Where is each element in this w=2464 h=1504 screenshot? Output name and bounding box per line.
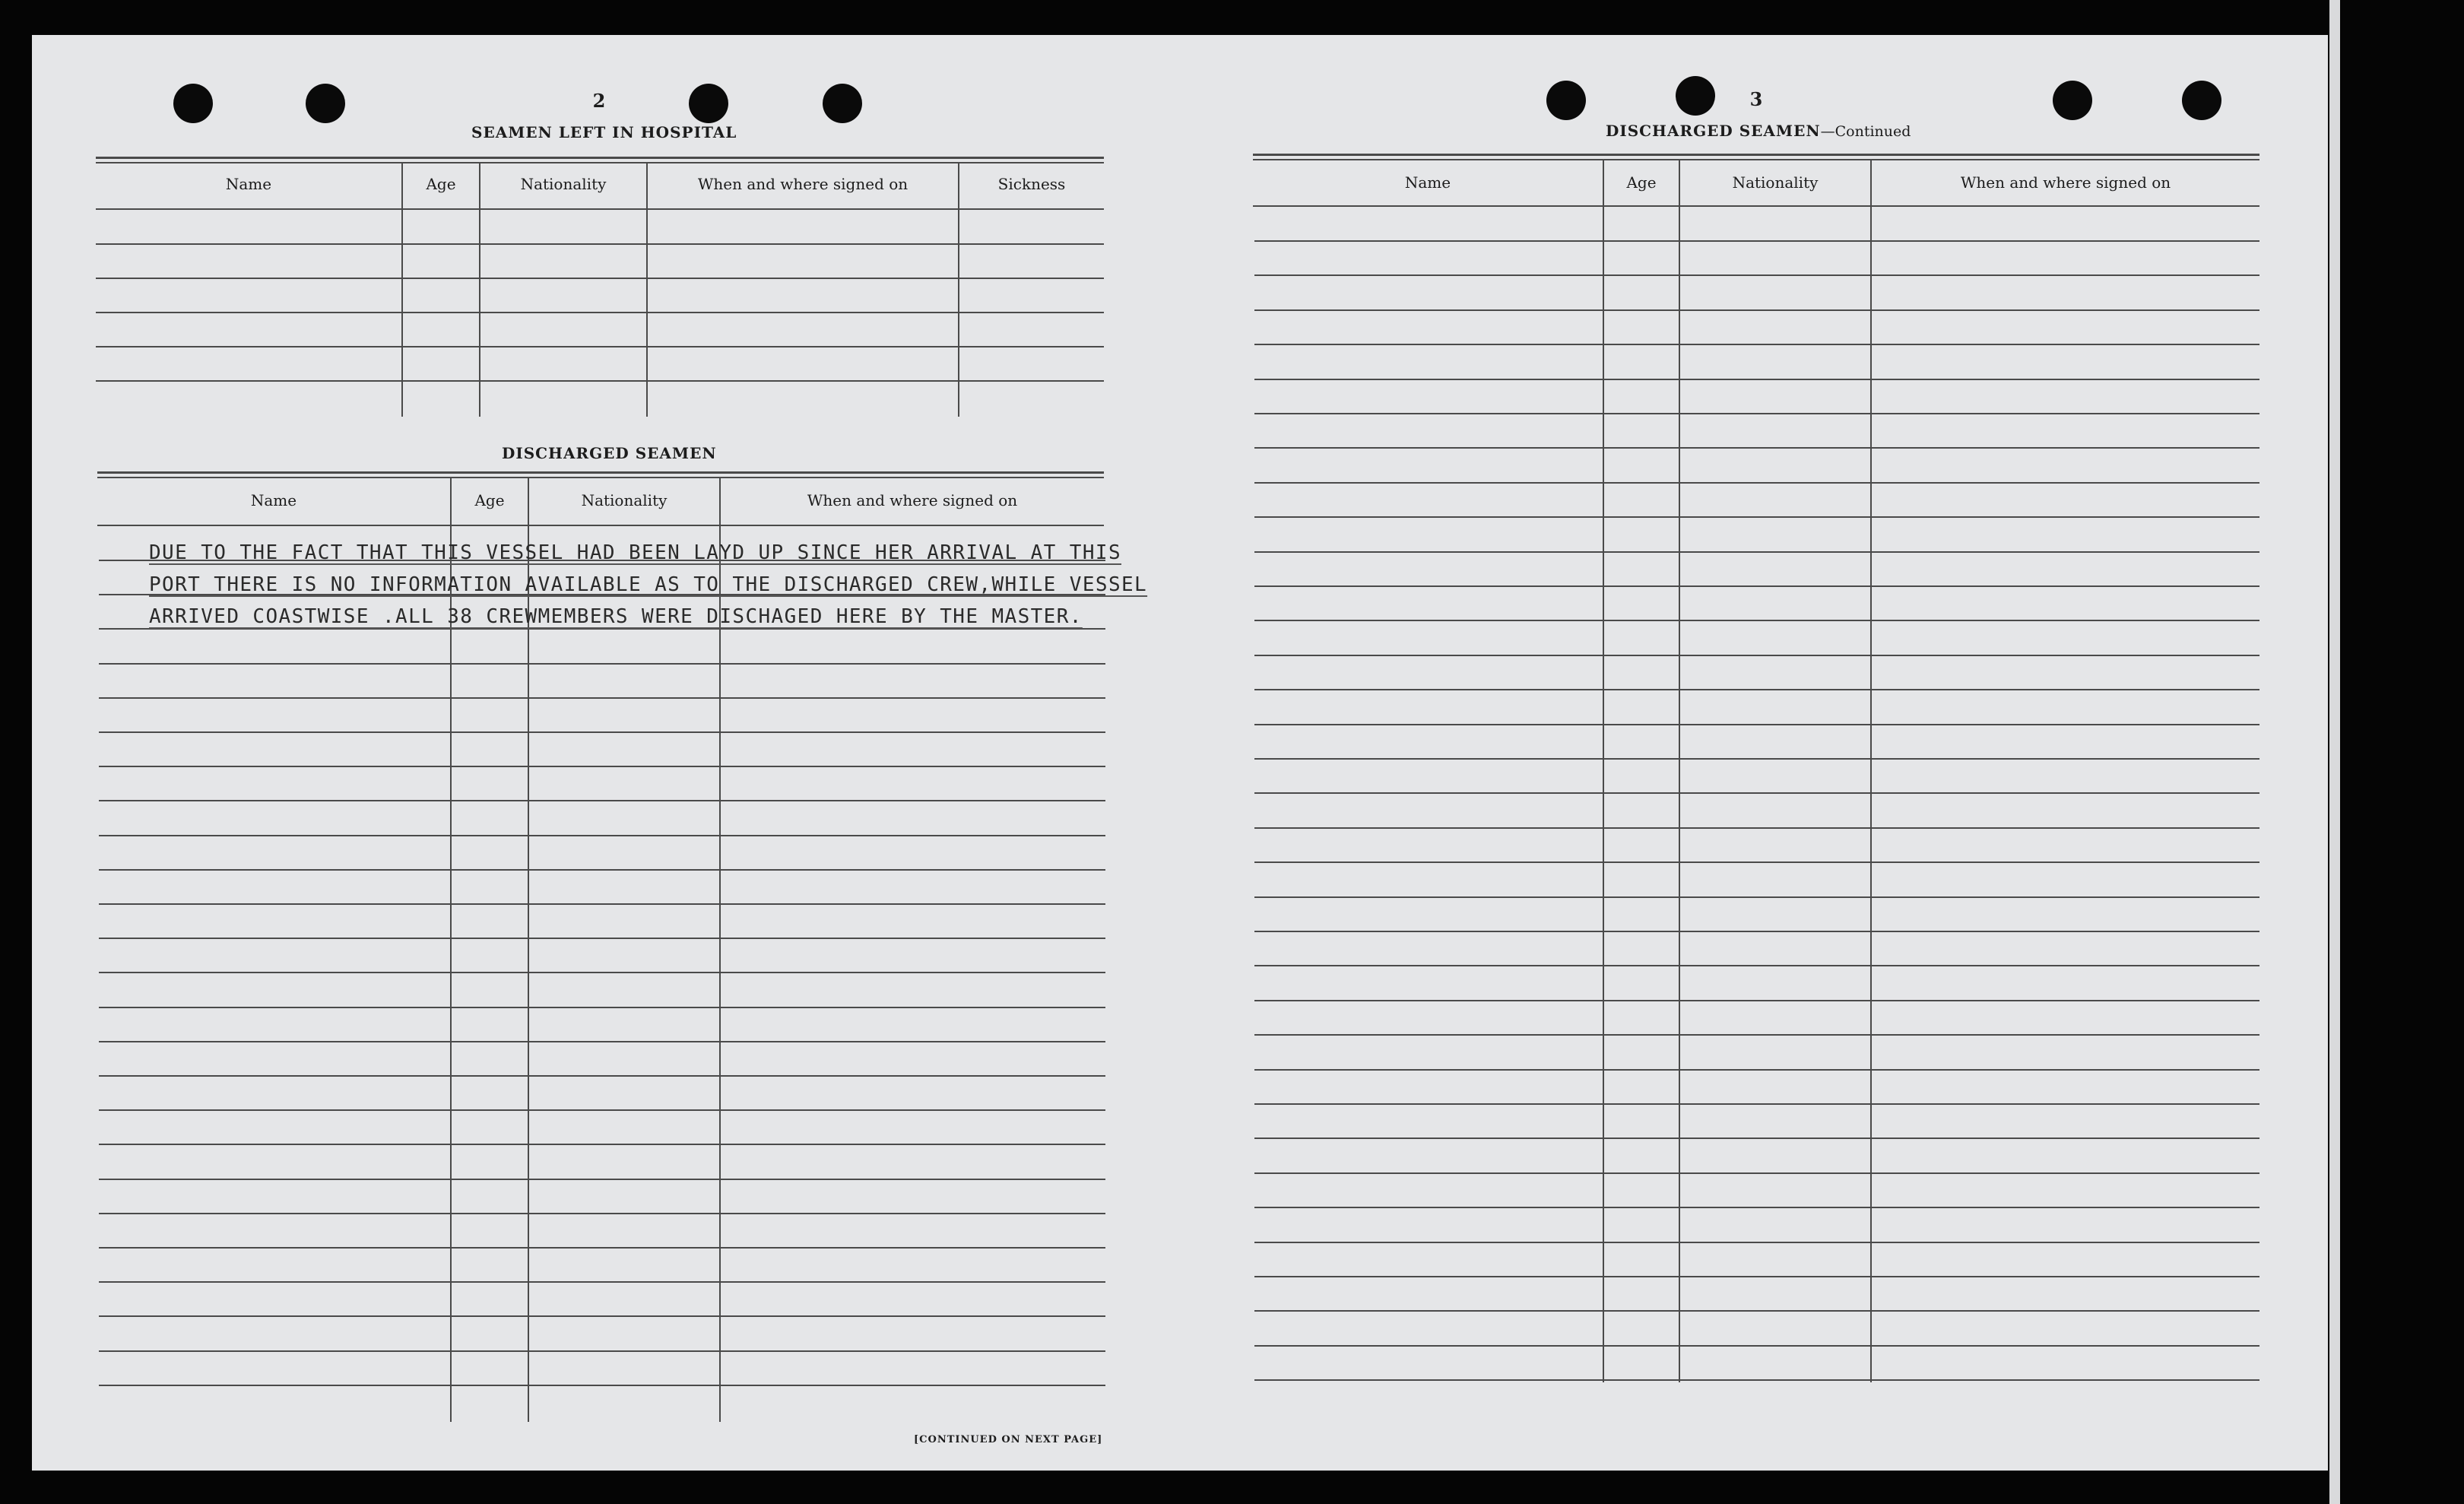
punch-hole [689,84,728,123]
sheet-edge [2329,0,2340,1504]
table-row-line [1254,1379,2259,1381]
table-row-line [1254,861,2259,863]
right-header-name: Name [1404,173,1451,192]
table-row-line [1254,896,2259,898]
table-row-line [1254,827,2259,829]
table-row-line [99,972,1105,973]
table-row-line [1254,1000,2259,1001]
table-row-line [1254,931,2259,932]
table-row-line [1254,240,2259,242]
hospital-col-divider [646,163,648,417]
table-row-line [1254,516,2259,518]
table-row-line [1254,724,2259,725]
table-row-line [1254,1276,2259,1277]
table-row-line [99,938,1105,939]
hospital-header-rule [96,208,1104,210]
punch-hole [823,84,862,123]
table-row-line [96,278,1104,279]
table-row-line [1254,1138,2259,1139]
discharged-header-age: Age [474,491,505,509]
table-row-line [1254,1069,2259,1071]
right-col-divider [1603,160,1604,1382]
table-row-line [1254,1345,2259,1347]
table-row-line [1254,689,2259,690]
hospital-col-divider [479,163,480,417]
typed-note-line: DUE TO THE FACT THAT THIS VESSEL HAD BEEN LAYD UP SINCE HER ARRIVAL AT THIS [149,541,1121,564]
hospital-header-nationality: Nationality [520,175,607,193]
table-row-line [99,1041,1105,1042]
page-number-left: 2 [592,90,606,112]
discharged-continued-title-main: DISCHARGED SEAMEN [1606,122,1821,140]
right-col-divider [1870,160,1872,1382]
discharged-header-name: Name [250,491,297,509]
table-row-line [96,346,1104,347]
right-col-divider [1679,160,1680,1382]
typed-discharge-note [149,537,1147,633]
table-row-line [99,800,1105,801]
typed-note-line: PORT THERE IS NO INFORMATION AVAILABLE AS TO THE DISCHARGED CREW,WHILE VESSEL [149,573,1148,596]
hospital-col-divider [401,163,403,417]
hospital-table-top-rule-2 [96,162,1104,163]
hospital-section-title: SEAMEN LEFT IN HOSPITAL [471,123,737,141]
punch-hole [1676,76,1715,116]
table-row-line [1254,309,2259,311]
table-row-line [1254,379,2259,380]
table-row-line [1254,585,2259,587]
discharged-header-rule [97,525,1104,526]
table-row-line [99,1315,1105,1317]
continued-footer: [CONTINUED ON NEXT PAGE] [914,1434,1103,1445]
table-row-line [1254,1207,2259,1208]
table-row-line [99,835,1105,836]
table-row-line [99,1109,1105,1111]
table-row-line [1254,447,2259,449]
hospital-header-age: Age [426,175,456,193]
table-row-line [99,869,1105,871]
table-row-line [99,1350,1105,1352]
discharged-continued-title [1606,122,1911,140]
right-table-top-rule-2 [1253,159,2259,160]
table-row-line [1254,1103,2259,1105]
right-header-signed-on: When and where signed on [1960,173,2171,192]
table-row-line [1254,620,2259,621]
discharged-table-top-rule [97,471,1104,474]
table-row-line [1254,1172,2259,1174]
punch-hole [2053,81,2092,120]
table-row-line [96,312,1104,313]
continued-suffix: —Continued [1820,123,1911,140]
document-sheet [32,35,2328,1471]
discharged-header-signed-on: When and where signed on [807,491,1018,509]
right-header-nationality: Nationality [1732,173,1819,192]
table-row-line [1254,965,2259,966]
table-row-line [1254,655,2259,656]
table-row-line [99,1247,1105,1249]
table-row-line [1254,551,2259,553]
punch-hole [2182,81,2221,120]
table-row-line [99,1385,1105,1386]
table-row-line [1254,792,2259,794]
typed-note-line: ARRIVED COASTWISE .ALL 38 CREWMEMBERS WERE DISCHAGED HERE BY THE MASTER. [149,605,1083,628]
table-row-line [99,1281,1105,1283]
hospital-col-divider [958,163,959,417]
table-row-line [99,663,1105,665]
hospital-table-top-rule [96,157,1104,159]
discharged-header-nationality: Nationality [581,491,668,509]
hospital-header-sickness: Sickness [997,175,1066,193]
table-row-line [1254,1242,2259,1243]
table-row-line [99,1213,1105,1214]
page-number-right: 3 [1749,88,1763,110]
hospital-header-signed-on: When and where signed on [697,175,909,193]
table-row-line [99,1007,1105,1008]
table-row-line [99,697,1105,699]
discharged-table-top-rule-2 [97,477,1104,478]
table-row-line [1254,1310,2259,1312]
punch-hole [306,84,345,123]
discharged-section-title: DISCHARGED SEAMEN [502,444,717,462]
punch-hole [173,84,213,123]
table-row-line [99,1179,1105,1180]
table-row-line [99,1075,1105,1077]
table-row-line [99,766,1105,767]
table-row-line [1254,274,2259,276]
table-row-line [99,903,1105,905]
table-row-line [99,1144,1105,1145]
table-row-line [1254,413,2259,414]
right-header-age: Age [1626,173,1657,192]
table-row-line [1254,482,2259,484]
table-row-line [99,731,1105,733]
punch-hole [1546,81,1586,120]
right-table-top-rule [1253,154,2259,156]
table-row-line [1254,758,2259,760]
right-header-rule [1253,205,2259,207]
table-row-line [1254,344,2259,345]
table-row-line [1254,1034,2259,1036]
table-row-line [96,380,1104,382]
table-row-line [96,243,1104,245]
hospital-header-name: Name [225,175,272,193]
